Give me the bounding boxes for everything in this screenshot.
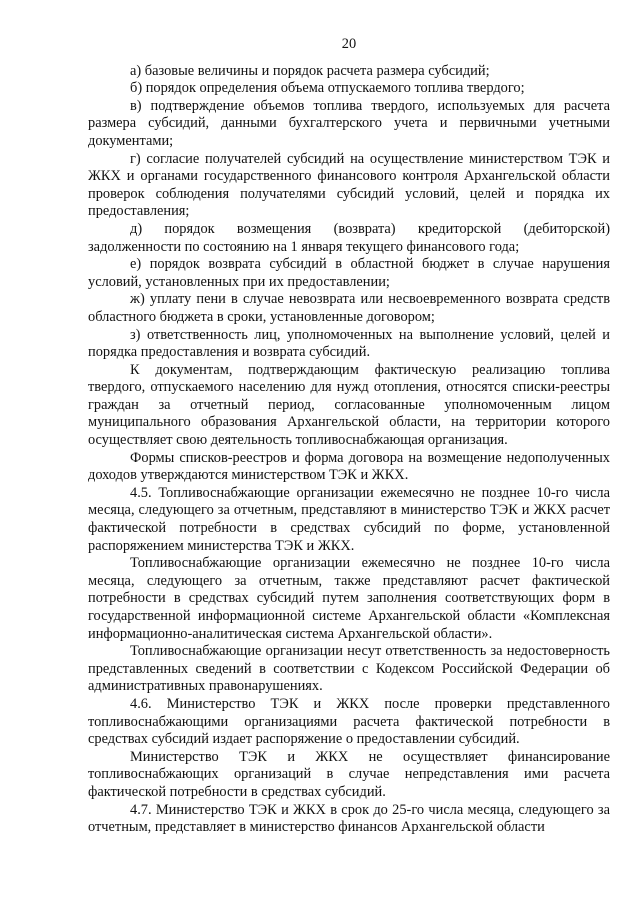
paragraph-b: б) порядок определения объема отпускаемого топлива твердого; <box>130 80 525 97</box>
paragraph-e: е) порядок возврата субсидий в областной бюджет в случае нарушения условий, установленных при их предоставлении; <box>88 256 610 290</box>
paragraph-4-5-responsibility: Топливоснабжающие организации несут ответственность за недостоверность представленных сведений в соответствии с Кодексом Российской Федерации об административных правонарушениях. <box>88 643 610 695</box>
paragraph-documents: К документам, подтверждающим фактическую реализацию топлива твердого, отпускаемого населению для нужд отопления, относятся списки-реестры граждан за отчетный период, согласованные уполномоченным лицом муниципального образования Архангельской области, на территории которого осуществляет свою деятельность топливоснабжающая организация. <box>88 361 610 449</box>
paragraph-4-6-financing: Министерство ТЭК и ЖКХ не осуществляет финансирование топливоснабжающих организаций в случае непредставления ими расчета фактической потребности в средствах субсидий. <box>88 748 610 800</box>
paragraph-a: а) базовые величины и порядок расчета размера субсидий; <box>130 62 490 79</box>
paragraph-z: з) ответственность лиц, уполномоченных на выполнение условий, целей и порядка предоставления и возврата субсидий. <box>88 326 610 361</box>
paragraph-zh: ж) уплату пени в случае невозврата или несвоевременного возврата средств областного бюджета в сроки, установленные договором; <box>88 291 610 325</box>
paragraph-4-5: 4.5. Топливоснабжающие организации ежемесячно не позднее 10-го числа месяца, следующего за отчетным, представляют в министерство ТЭК и ЖКХ расчет фактической потребности в средствах субсидий по форме, установленной распоряжением министерства ТЭК и ЖКХ. <box>88 484 610 554</box>
paragraph-v: в) подтверждение объемов топлива твердого, используемых для расчета размера субсидий, данными бухгалтерского учета и первичными учетными документами; <box>88 97 610 149</box>
paragraph-forms: Формы списков-реестров и форма договора на возмещение недополученных доходов утверждаются министерством ТЭК и ЖКХ. <box>88 449 610 484</box>
paragraph-4-6: 4.6. Министерство ТЭК и ЖКХ после проверки представленного топливоснабжающими организациями расчета фактической потребности в средствах субсидий издает распоряжение о предоставлении субсидий. <box>88 695 610 748</box>
document-page <box>88 36 610 837</box>
paragraph-d: д) порядок возмещения (возврата) кредиторской (дебиторской) задолженности по состоянию на 1 января текущего финансового года; <box>88 220 610 255</box>
paragraph-g: г) согласие получателей субсидий на осуществление министерством ТЭК и ЖКХ и органами государственного финансового контроля Архангельской области проверок соблюдения получателями субсидий условий, целей и порядка их предоставления; <box>88 150 610 220</box>
page-number: 20 <box>341 36 357 52</box>
paragraph-4-7: 4.7. Министерство ТЭК и ЖКХ в срок до 25-го числа месяца, следующего за отчетным, представляет в министерство финансов Архангельской области <box>88 801 610 836</box>
paragraph-4-5-information-system: Топливоснабжающие организации ежемесячно не позднее 10-го числа месяца, следующего за отчетным, также представляют расчет фактической потребности в средствах субсидий путем заполнения соответствующих форм в государственной информационной системе Архангельской области «Комплексная информационно-аналитическая система Архангельской области». <box>88 555 610 642</box>
